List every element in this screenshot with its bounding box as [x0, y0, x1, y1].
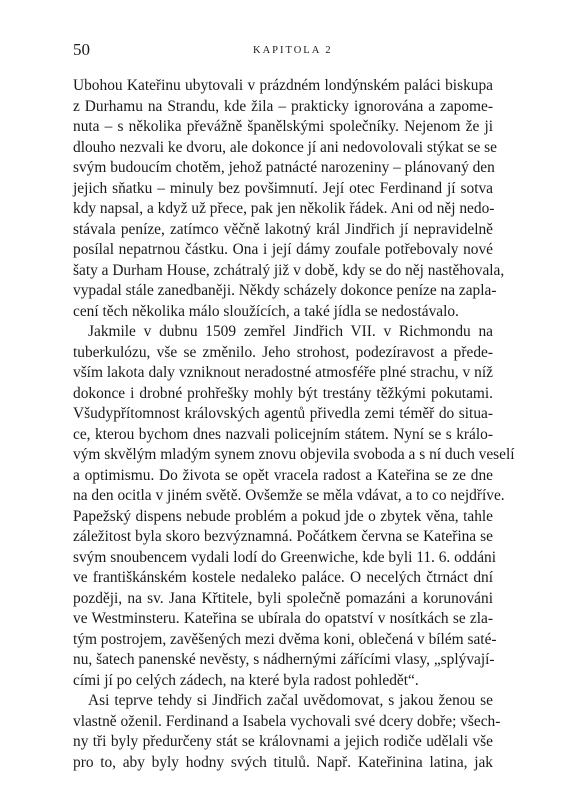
paragraph-2-line: vším lakota daly vzniknout neradostné atmosféře plné strachu, v níž	[73, 364, 493, 381]
paragraph-1-line: dlouho nezvali ke dvoru, ale dokonce jí ani nedovolovali stýkat se se	[73, 138, 497, 156]
paragraph-2-line: dokonce i drobné prohřešky mohly být trestány těžkými pokutami.	[73, 384, 493, 402]
paragraph-2-line: Všudypřítomnost královských agentů přivedla zemi téměř do situa-	[73, 405, 493, 422]
paragraph-1-line: kdy napsal, a když už přece, pak jen několik řádek. Ani od něj nedo-	[73, 200, 495, 217]
paragraph-2-line: záležitost byla skoro bezvýznamná. Počátkem června se Kateřina se	[73, 528, 493, 545]
paragraph-2-line: tuberkulózu, vše se změnilo. Jeho strohost, podezíravost a přede-	[73, 343, 493, 361]
paragraph-2-line: ve Westminsteru. Kateřina se ubírala do opatství v nosítkách se zla-	[73, 610, 493, 627]
paragraph-2-line: později, na sv. Jana Křtitele, byli společně pomazáni a korunováni	[73, 589, 493, 607]
paragraph-2-line: nu, šatech panenské nevěsty, s nádhernými zářícími vlasy, „splývají-	[73, 651, 495, 668]
paragraph-1-line: nuta – s několika převážně španělskými společníky. Nejenom že ji	[73, 118, 493, 135]
body-text	[73, 76, 515, 773]
paragraph-3-line: ny tři byly předurčeny stát se královnami a jejich rodiče udělali vše	[73, 733, 493, 750]
paragraph-1-line: z Durhamu na Strandu, kde žila – prakticky ignorována a zapome-	[73, 97, 493, 115]
paragraph-1-line: vypadal stále zanedbaněji. Někdy scházely dokonce peníze na zapla-	[73, 282, 497, 299]
paragraph-2-line: Jakmile v dubnu 1509 zemřel Jindřich VII. v Richmondu na	[88, 323, 493, 340]
paragraph-2-line: Papežský dispens nebude problém a pokud jde o zbytek věna, tahle	[73, 507, 493, 525]
paragraph-2-line: tým postrojem, zavěšených mezi dvěma koni, oblečená v bílém saté-	[73, 630, 497, 648]
paragraph-2-line: ce, kterou bychom dnes nazvali policejním státem. Nyní se s králo-	[73, 425, 493, 443]
paragraph-2-line: na den ocitla v jiném světě. Ovšemže se měla vdávat, a to co nejdříve.	[73, 487, 505, 504]
paragraph-1-line: jejich sňatku – minuly bez povšimnutí. Její otec Ferdinand jí sotva	[73, 179, 493, 197]
paragraph-1-line: cení těch několika málo sloužících, a také jídla se nedostávalo.	[73, 302, 459, 320]
paragraph-1-line: svým budoucím chotěm, jehož patnácté narozeniny – plánovaný den	[73, 159, 495, 176]
paragraph-1-line: Ubohou Kateřinu ubytovali v prázdném londýnském paláci biskupa	[73, 77, 493, 94]
paragraph-2-line: cími jí po celých zádech, na které byla radost pohledět“.	[73, 671, 419, 689]
running-head: KAPITOLA 2	[253, 45, 333, 56]
paragraph-3-line: vlastně oženil. Ferdinand a Isabela vychovali své dcery dobře; všech-	[73, 712, 501, 730]
paragraph-1-line: posílal nepatrnou částku. Ona i její dámy zoufale potřebovaly nové	[73, 241, 493, 258]
page-number: 50	[73, 40, 90, 59]
paragraph-2-line: svým snoubencem vydali lodí do Greenwiche, kde byli 11. 6. oddáni	[73, 548, 497, 566]
paragraph-3-line: pro to, aby byly hodny svých titulů. Např. Kateřinina latina, jak	[73, 753, 493, 771]
paragraph-1-line: stávala peníze, zatímco věčně lakotný král Jindřich jí nepravidelně	[73, 220, 493, 238]
paragraph-2-line: vým skvělým mladým synem znovu objevila svoboda a s ní duch veselí	[73, 446, 515, 463]
paragraph-3-line: Asi teprve tehdy si Jindřich začal uvědomovat, s jakou ženou se	[88, 692, 493, 709]
page-header	[73, 40, 493, 60]
paragraph-2-line: ve františkánském kostele nedaleko paláce. O necelých čtrnáct dní	[73, 569, 493, 586]
paragraph-1-line: šaty a Durham House, zchátralý již v době, kdy se do něj nastěhovala,	[73, 261, 505, 279]
paragraph-2-line: a optimismu. Do života se opět vracela radost a Kateřina se ze dne	[73, 466, 493, 484]
